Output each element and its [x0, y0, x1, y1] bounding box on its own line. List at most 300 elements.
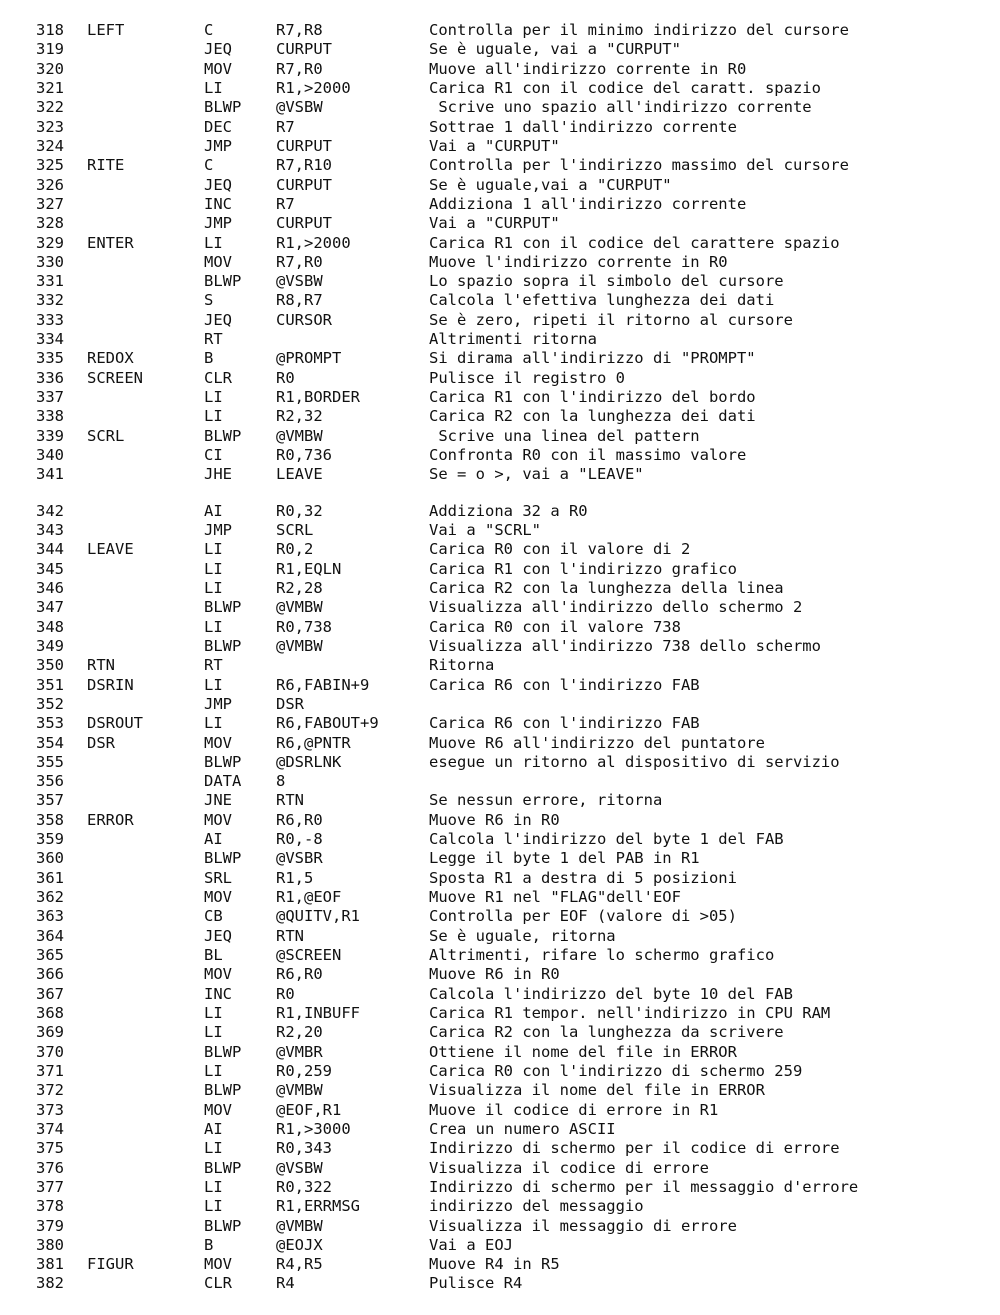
operands: @VMBW — [276, 426, 323, 445]
operands: R4,R5 — [276, 1255, 323, 1274]
comment: Pulisce il registro 0 — [429, 368, 625, 387]
comment: Sottrae 1 dall'indirizzo corrente — [429, 117, 737, 136]
comment: Carica R2 con la lunghezza da scrivere — [429, 1023, 784, 1042]
comment: Se è uguale,vai a "CURPUT" — [429, 175, 672, 194]
comment: Carica R6 con l'indirizzo FAB — [429, 675, 700, 694]
listing-row — [0, 214, 1000, 233]
line-number: 358 — [36, 810, 64, 829]
line-label: SCRL — [87, 426, 125, 445]
operands: R1,@EOF — [276, 888, 342, 907]
listing-row — [0, 291, 1000, 310]
opcode: CB — [204, 907, 223, 926]
line-number: 344 — [36, 540, 64, 559]
listing-row — [0, 1159, 1000, 1178]
operands: R7,R10 — [276, 156, 332, 175]
operands: R6,FABOUT+9 — [276, 714, 379, 733]
line-number: 323 — [36, 117, 64, 136]
operands: R7,R0 — [276, 59, 323, 78]
listing-row — [0, 946, 1000, 965]
line-number: 360 — [36, 849, 64, 868]
opcode: LI — [204, 540, 223, 559]
operands: CURSOR — [276, 310, 332, 329]
opcode: LI — [204, 1023, 223, 1042]
line-number: 347 — [36, 598, 64, 617]
operands: @VMBW — [276, 636, 323, 655]
line-number: 343 — [36, 521, 64, 539]
listing-row — [0, 1197, 1000, 1216]
comment: Si dirama all'indirizzo di "PROMPT" — [429, 349, 756, 368]
comment: Muove R6 all'indirizzo del puntatore — [429, 733, 765, 752]
opcode: JEQ — [204, 926, 232, 945]
listing-row — [0, 676, 1000, 695]
operands: @VSBR — [276, 849, 323, 868]
comment: Vai a "SCRL" — [429, 521, 541, 539]
line-number: 361 — [36, 868, 64, 887]
listing-row — [0, 1081, 1000, 1100]
listing-row — [0, 965, 1000, 984]
operands: R0,259 — [276, 1061, 332, 1080]
comment: Scrive uno spazio all'indirizzo corrente — [429, 98, 812, 117]
comment: Carica R2 con la lunghezza dei dati — [429, 407, 756, 426]
comment: Muove l'indirizzo corrente in R0 — [429, 252, 728, 271]
comment: Carica R6 con l'indirizzo FAB — [429, 714, 700, 733]
opcode: BLWP — [204, 636, 242, 655]
operands: R1,>2000 — [276, 78, 351, 97]
listing-row — [0, 907, 1000, 926]
comment: Se = o >, vai a "LEAVE" — [429, 465, 644, 484]
comment: Visualizza il nome del file in ERROR — [429, 1081, 765, 1100]
comment: Visualizza all'indirizzo 738 dello schermo — [429, 636, 821, 655]
opcode: C — [204, 21, 214, 39]
operands: R0 — [276, 984, 295, 1003]
comment: Carica R0 con il valore di 2 — [429, 540, 691, 559]
line-number: 357 — [36, 791, 64, 810]
opcode: BLWP — [204, 752, 242, 771]
opcode: LI — [204, 1197, 223, 1216]
opcode: B — [204, 1235, 214, 1254]
listing-row — [0, 502, 1000, 521]
operands: @EOF,R1 — [276, 1100, 342, 1119]
listing-row — [0, 714, 1000, 733]
operands: @QUITV,R1 — [276, 907, 360, 926]
operands: @VMBW — [276, 598, 323, 617]
line-label: LEAVE — [87, 540, 134, 559]
opcode: RT — [204, 330, 223, 349]
comment: Sposta R1 a destra di 5 posizioni — [429, 868, 737, 887]
line-number: 364 — [36, 926, 64, 945]
operands: R1,>3000 — [276, 1119, 351, 1138]
operands: R0,343 — [276, 1139, 332, 1158]
opcode: BLWP — [204, 598, 242, 617]
comment: Se è uguale, ritorna — [429, 926, 616, 945]
operands: @VSBW — [276, 98, 323, 117]
comment: Muove all'indirizzo corrente in R0 — [429, 59, 747, 78]
operands: R2,32 — [276, 407, 323, 426]
line-label: DSR — [87, 733, 115, 752]
comment: Altrimenti, rifare lo schermo grafico — [429, 946, 775, 965]
opcode: LI — [204, 407, 223, 426]
comment: Legge il byte 1 del PAB in R1 — [429, 849, 700, 868]
operands: 8 — [276, 772, 286, 791]
line-number: 373 — [36, 1100, 64, 1119]
opcode: LI — [204, 1139, 223, 1158]
line-number: 339 — [36, 426, 64, 445]
opcode: LI — [204, 78, 223, 97]
line-number: 319 — [36, 40, 64, 59]
line-number: 367 — [36, 984, 64, 1003]
comment: Se è zero, ripeti il ritorno al cursore — [429, 310, 793, 329]
line-number: 354 — [36, 733, 64, 752]
operands: R7,R0 — [276, 252, 323, 271]
comment: Se nessun errore, ritorna — [429, 791, 663, 810]
comment: Carica R1 tempor. nell'indirizzo in CPU RAM — [429, 1004, 831, 1022]
listing-row — [0, 176, 1000, 195]
operands: RTN — [276, 791, 304, 810]
comment: Ritorna — [429, 656, 495, 675]
line-number: 348 — [36, 617, 64, 636]
opcode: BLWP — [204, 1216, 242, 1235]
listing-row — [0, 253, 1000, 272]
line-label: RTN — [87, 656, 115, 675]
comment: Scrive una linea del pattern — [429, 426, 700, 445]
opcode: CI — [204, 446, 223, 465]
line-number: 338 — [36, 407, 64, 426]
listing-row — [0, 1274, 1000, 1293]
listing-row — [0, 21, 1000, 40]
opcode: LI — [204, 1061, 223, 1080]
listing-row — [0, 40, 1000, 59]
opcode: JMP — [204, 136, 232, 155]
line-number: 346 — [36, 578, 64, 597]
listing-row — [0, 772, 1000, 791]
line-number: 329 — [36, 233, 64, 252]
listing-row — [0, 656, 1000, 675]
opcode: BLWP — [204, 98, 242, 117]
line-number: 372 — [36, 1081, 64, 1100]
line-number: 322 — [36, 98, 64, 117]
line-number: 366 — [36, 965, 64, 984]
comment: Visualizza il codice di errore — [429, 1158, 709, 1177]
listing-row — [0, 598, 1000, 617]
comment: Calcola l'efettiva lunghezza dei dati — [429, 291, 775, 310]
line-number: 324 — [36, 136, 64, 155]
listing-row — [0, 407, 1000, 426]
opcode: BLWP — [204, 1081, 242, 1100]
opcode: JEQ — [204, 40, 232, 59]
line-number: 349 — [36, 636, 64, 655]
comment: Muove R6 in R0 — [429, 810, 560, 829]
comment: Pulisce R4 — [429, 1274, 523, 1293]
comment: Carica R1 con l'indirizzo grafico — [429, 559, 737, 578]
operands: R1,ERRMSG — [276, 1197, 360, 1216]
listing-row — [0, 1217, 1000, 1236]
comment: Vai a EOJ — [429, 1235, 513, 1254]
line-label: DSRIN — [87, 675, 134, 694]
operands: SCRL — [276, 521, 314, 539]
line-number: 334 — [36, 330, 64, 349]
operands: R8,R7 — [276, 291, 323, 310]
line-number: 371 — [36, 1061, 64, 1080]
comment: Muove R4 in R5 — [429, 1255, 560, 1274]
line-number: 376 — [36, 1158, 64, 1177]
listing-row — [0, 446, 1000, 465]
comment: Carica R1 con il codice del caratt. spazio — [429, 78, 821, 97]
line-number: 336 — [36, 368, 64, 387]
comment: Crea un numero ASCII — [429, 1119, 616, 1138]
operands: @VSBW — [276, 1158, 323, 1177]
comment: Carica R0 con l'indirizzo di schermo 259 — [429, 1061, 803, 1080]
comment: Indirizzo di schermo per il codice di errore — [429, 1139, 840, 1158]
listing-row — [0, 1236, 1000, 1255]
opcode: BL — [204, 946, 223, 965]
comment: Indirizzo di schermo per il messaggio d'errore — [429, 1177, 859, 1196]
operands: R6,R0 — [276, 810, 323, 829]
opcode: JMP — [204, 214, 232, 233]
line-number: 351 — [36, 675, 64, 694]
opcode: MOV — [204, 810, 232, 829]
opcode: BLWP — [204, 272, 242, 291]
line-label: FIGUR — [87, 1255, 134, 1274]
line-number: 363 — [36, 907, 64, 926]
opcode: DATA — [204, 772, 242, 791]
line-number: 330 — [36, 252, 64, 271]
opcode: AI — [204, 830, 223, 849]
line-label: SCREEN — [87, 368, 143, 387]
comment: Visualizza all'indirizzo dello schermo 2 — [429, 598, 803, 617]
line-number: 382 — [36, 1274, 64, 1293]
comment: Addiziona 1 all'indirizzo corrente — [429, 194, 747, 213]
line-number: 355 — [36, 752, 64, 771]
operands: LEAVE — [276, 465, 323, 484]
line-number: 326 — [36, 175, 64, 194]
operands: DSR — [276, 694, 304, 713]
line-number: 350 — [36, 656, 64, 675]
opcode: BLWP — [204, 849, 242, 868]
line-number: 368 — [36, 1004, 64, 1022]
listing-row — [0, 272, 1000, 291]
comment: Carica R0 con il valore 738 — [429, 617, 681, 636]
opcode: JMP — [204, 521, 232, 539]
opcode: LI — [204, 1177, 223, 1196]
comment: Vai a "CURPUT" — [429, 214, 560, 233]
line-number: 327 — [36, 194, 64, 213]
opcode: MOV — [204, 252, 232, 271]
opcode: S — [204, 291, 214, 310]
opcode: CLR — [204, 368, 232, 387]
operands: R0 — [276, 368, 295, 387]
line-number: 359 — [36, 830, 64, 849]
comment: Confronta R0 con il massimo valore — [429, 446, 747, 465]
line-number: 337 — [36, 388, 64, 407]
line-label: DSROUT — [87, 714, 143, 733]
opcode: JMP — [204, 694, 232, 713]
listing-row — [0, 1178, 1000, 1197]
listing-row — [0, 1101, 1000, 1120]
comment: Carica R2 con la lunghezza della linea — [429, 578, 784, 597]
listing-row — [0, 791, 1000, 810]
line-label: RITE — [87, 156, 125, 175]
operands: R0,2 — [276, 540, 314, 559]
listing-row — [0, 695, 1000, 714]
comment: Controlla per il minimo indirizzo del cursore — [429, 21, 849, 39]
comment: Altrimenti ritorna — [429, 330, 597, 349]
listing-row — [0, 1023, 1000, 1042]
comment: Muove R6 in R0 — [429, 965, 560, 984]
operands: R1,EQLN — [276, 559, 342, 578]
listing-row — [0, 618, 1000, 637]
listing-row — [0, 734, 1000, 753]
line-number: 365 — [36, 946, 64, 965]
operands: @DSRLNK — [276, 752, 342, 771]
listing-row — [0, 888, 1000, 907]
line-number: 369 — [36, 1023, 64, 1042]
listing-row — [0, 98, 1000, 117]
opcode: JHE — [204, 465, 232, 484]
operands: @VSBW — [276, 272, 323, 291]
comment: Controlla per l'indirizzo massimo del cursore — [429, 156, 849, 175]
listing-row — [0, 811, 1000, 830]
listing-row — [0, 1043, 1000, 1062]
listing-row — [0, 985, 1000, 1004]
operands: R7 — [276, 117, 295, 136]
listing-row — [0, 830, 1000, 849]
listing-row — [0, 849, 1000, 868]
operands: R7 — [276, 194, 295, 213]
opcode: MOV — [204, 965, 232, 984]
operands: R0,322 — [276, 1177, 332, 1196]
operands: R1,>2000 — [276, 233, 351, 252]
operands: CURPUT — [276, 214, 332, 233]
line-label: ERROR — [87, 810, 134, 829]
listing-row — [0, 156, 1000, 175]
opcode: MOV — [204, 733, 232, 752]
opcode: LI — [204, 388, 223, 407]
operands: @VMBR — [276, 1042, 323, 1061]
opcode: JEQ — [204, 310, 232, 329]
operands: R6,@PNTR — [276, 733, 351, 752]
opcode: MOV — [204, 59, 232, 78]
line-number: 320 — [36, 59, 64, 78]
operands: R6,FABIN+9 — [276, 675, 370, 694]
line-number: 341 — [36, 465, 64, 484]
operands: @VMBW — [276, 1216, 323, 1235]
line-number: 380 — [36, 1235, 64, 1254]
opcode: LI — [204, 559, 223, 578]
listing-row — [0, 60, 1000, 79]
operands: @EOJX — [276, 1235, 323, 1254]
operands: @VMBW — [276, 1081, 323, 1100]
operands: R6,R0 — [276, 965, 323, 984]
opcode: SRL — [204, 868, 232, 887]
operands: @SCREEN — [276, 946, 342, 965]
line-number: 332 — [36, 291, 64, 310]
opcode: INC — [204, 194, 232, 213]
comment: Muove R1 nel "FLAG"dell'EOF — [429, 888, 681, 907]
opcode: AI — [204, 501, 223, 520]
listing-row — [0, 927, 1000, 946]
listing-row — [0, 137, 1000, 156]
comment: indirizzo del messaggio — [429, 1197, 644, 1216]
comment: Carica R1 con il codice del carattere spazio — [429, 233, 840, 252]
opcode: JNE — [204, 791, 232, 810]
listing-row — [0, 1255, 1000, 1274]
comment: Lo spazio sopra il simbolo del cursore — [429, 272, 784, 291]
line-number: 331 — [36, 272, 64, 291]
opcode: DEC — [204, 117, 232, 136]
opcode: B — [204, 349, 214, 368]
listing-row — [0, 234, 1000, 253]
opcode: RT — [204, 656, 223, 675]
line-number: 325 — [36, 156, 64, 175]
line-number: 328 — [36, 214, 64, 233]
line-number: 318 — [36, 21, 64, 39]
opcode: LI — [204, 578, 223, 597]
opcode: LI — [204, 714, 223, 733]
opcode: AI — [204, 1119, 223, 1138]
operands: R1,INBUFF — [276, 1004, 360, 1022]
comment: Controlla per EOF (valore di >05) — [429, 907, 737, 926]
comment: Muove il codice di errore in R1 — [429, 1100, 719, 1119]
operands: CURPUT — [276, 175, 332, 194]
comment: Ottiene il nome del file in ERROR — [429, 1042, 737, 1061]
listing-row — [0, 869, 1000, 888]
line-number: 352 — [36, 694, 64, 713]
line-number: 378 — [36, 1197, 64, 1216]
listing-row — [0, 427, 1000, 446]
line-number: 379 — [36, 1216, 64, 1235]
line-number: 377 — [36, 1177, 64, 1196]
opcode: CLR — [204, 1274, 232, 1293]
operands: R0,738 — [276, 617, 332, 636]
operands: RTN — [276, 926, 304, 945]
operands: R1,5 — [276, 868, 314, 887]
listing-row — [0, 579, 1000, 598]
operands: R2,28 — [276, 578, 323, 597]
listing-row — [0, 521, 1000, 540]
opcode: BLWP — [204, 426, 242, 445]
opcode: BLWP — [204, 1158, 242, 1177]
listing-row — [0, 465, 1000, 484]
listing-row — [0, 1062, 1000, 1081]
line-number: 333 — [36, 310, 64, 329]
comment: Calcola l'indirizzo del byte 1 del FAB — [429, 830, 784, 849]
listing-row — [0, 540, 1000, 559]
line-number: 335 — [36, 349, 64, 368]
line-number: 345 — [36, 559, 64, 578]
line-number: 342 — [36, 501, 64, 520]
listing-row — [0, 349, 1000, 368]
opcode: LI — [204, 233, 223, 252]
operands: R0,736 — [276, 446, 332, 465]
operands: @PROMPT — [276, 349, 342, 368]
listing-row — [0, 560, 1000, 579]
listing-row — [0, 1004, 1000, 1023]
opcode: MOV — [204, 888, 232, 907]
listing-row — [0, 753, 1000, 772]
comment: Vai a "CURPUT" — [429, 136, 560, 155]
comment: esegue un ritorno al dispositivo di servizio — [429, 752, 840, 771]
operands: R0,32 — [276, 501, 323, 520]
listing-row — [0, 637, 1000, 656]
line-label: REDOX — [87, 349, 134, 368]
line-label: ENTER — [87, 233, 134, 252]
line-number: 353 — [36, 714, 64, 733]
line-number: 321 — [36, 78, 64, 97]
line-number: 370 — [36, 1042, 64, 1061]
line-number: 374 — [36, 1119, 64, 1138]
opcode: LI — [204, 675, 223, 694]
operands: R0,-8 — [276, 830, 323, 849]
